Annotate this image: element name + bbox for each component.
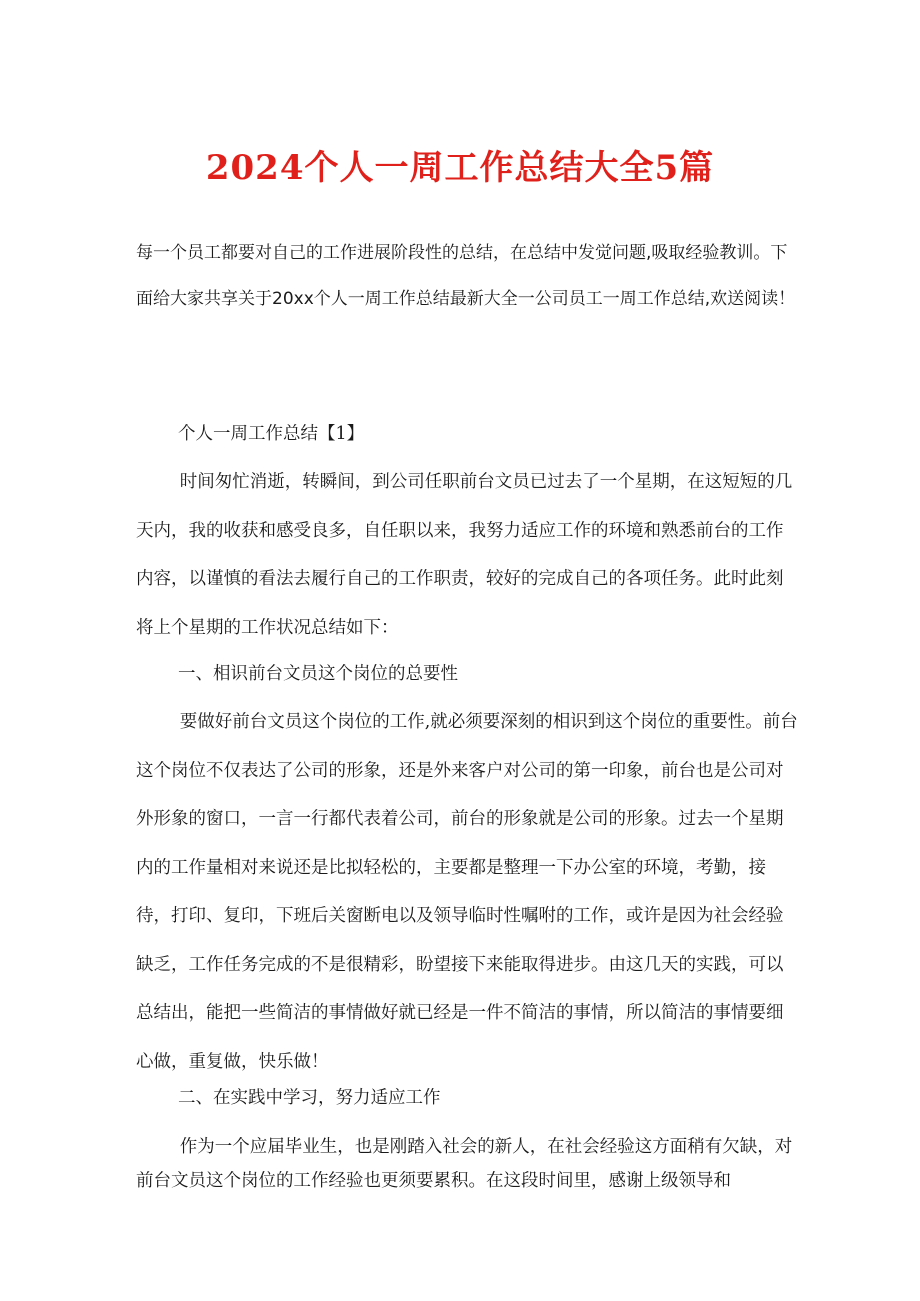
heading-1: 一、相识前台文员这个岗位的总要性 (178, 664, 458, 684)
paragraph-3: 作为一个应届毕业生，也是刚踏入社会的新人，在社会经验这方面稍有欠缺，对前台文员这个岗位的工作经验也更须要累积。在这段时间里，感谢上级领导和 (136, 1137, 793, 1191)
heading-2: 二、在实践中学习，努力适应工作 (178, 1088, 441, 1108)
paragraph-1: 时间匆忙消逝，转瞬间，到公司任职前台文员已过去了一个星期，在这短短的几天内，我的收获和感受良多，自任职以来，我努力适应工作的环境和熟悉前台的工作内容，以谨慎的看法去履行自己的工作职责，较好的完成自己的各项任务。此时此刻将上个星期的工作状况总结如下： (136, 472, 793, 638)
section-title: 个人一周工作总结【1】 (178, 424, 365, 444)
paragraph-2: 要做好前台文员这个岗位的工作,就必须要深刻的相识到这个岗位的重要性。前台这个岗位不仅表达了公司的形象，还是外来客户对公司的第一印象，前台也是公司对外形象的窗口，一言一行都代表着公司，前台的形象就是公司的形象。过去一个星期内的工作量相对来说还是比拟轻松的，主要都是整理一下办公室的环境，考勤，接待，打印、复印，下班后关窗断电以及领导临时性嘱咐的工作，或许是因为社会经验缺乏，工作任务完成的不是很精彩，盼望接下来能取得进步。由这几天的实践，可以总结出，能把一些简洁的事情做好就已经是一件不简洁的事情，所以简洁的事情要细心做，重复做，快乐做！ (136, 712, 798, 1072)
document-title: 2024个人一周工作总结大全5篇 (205, 148, 715, 188)
intro-paragraph: 每一个员工都要对自己的工作进展阶段性的总结，在总结中发觉问题,吸取经验教训。下面给大家共享关于20xx个人一周工作总结最新大全一公司员工一周工作总结,欢送阅读！ (136, 243, 796, 309)
